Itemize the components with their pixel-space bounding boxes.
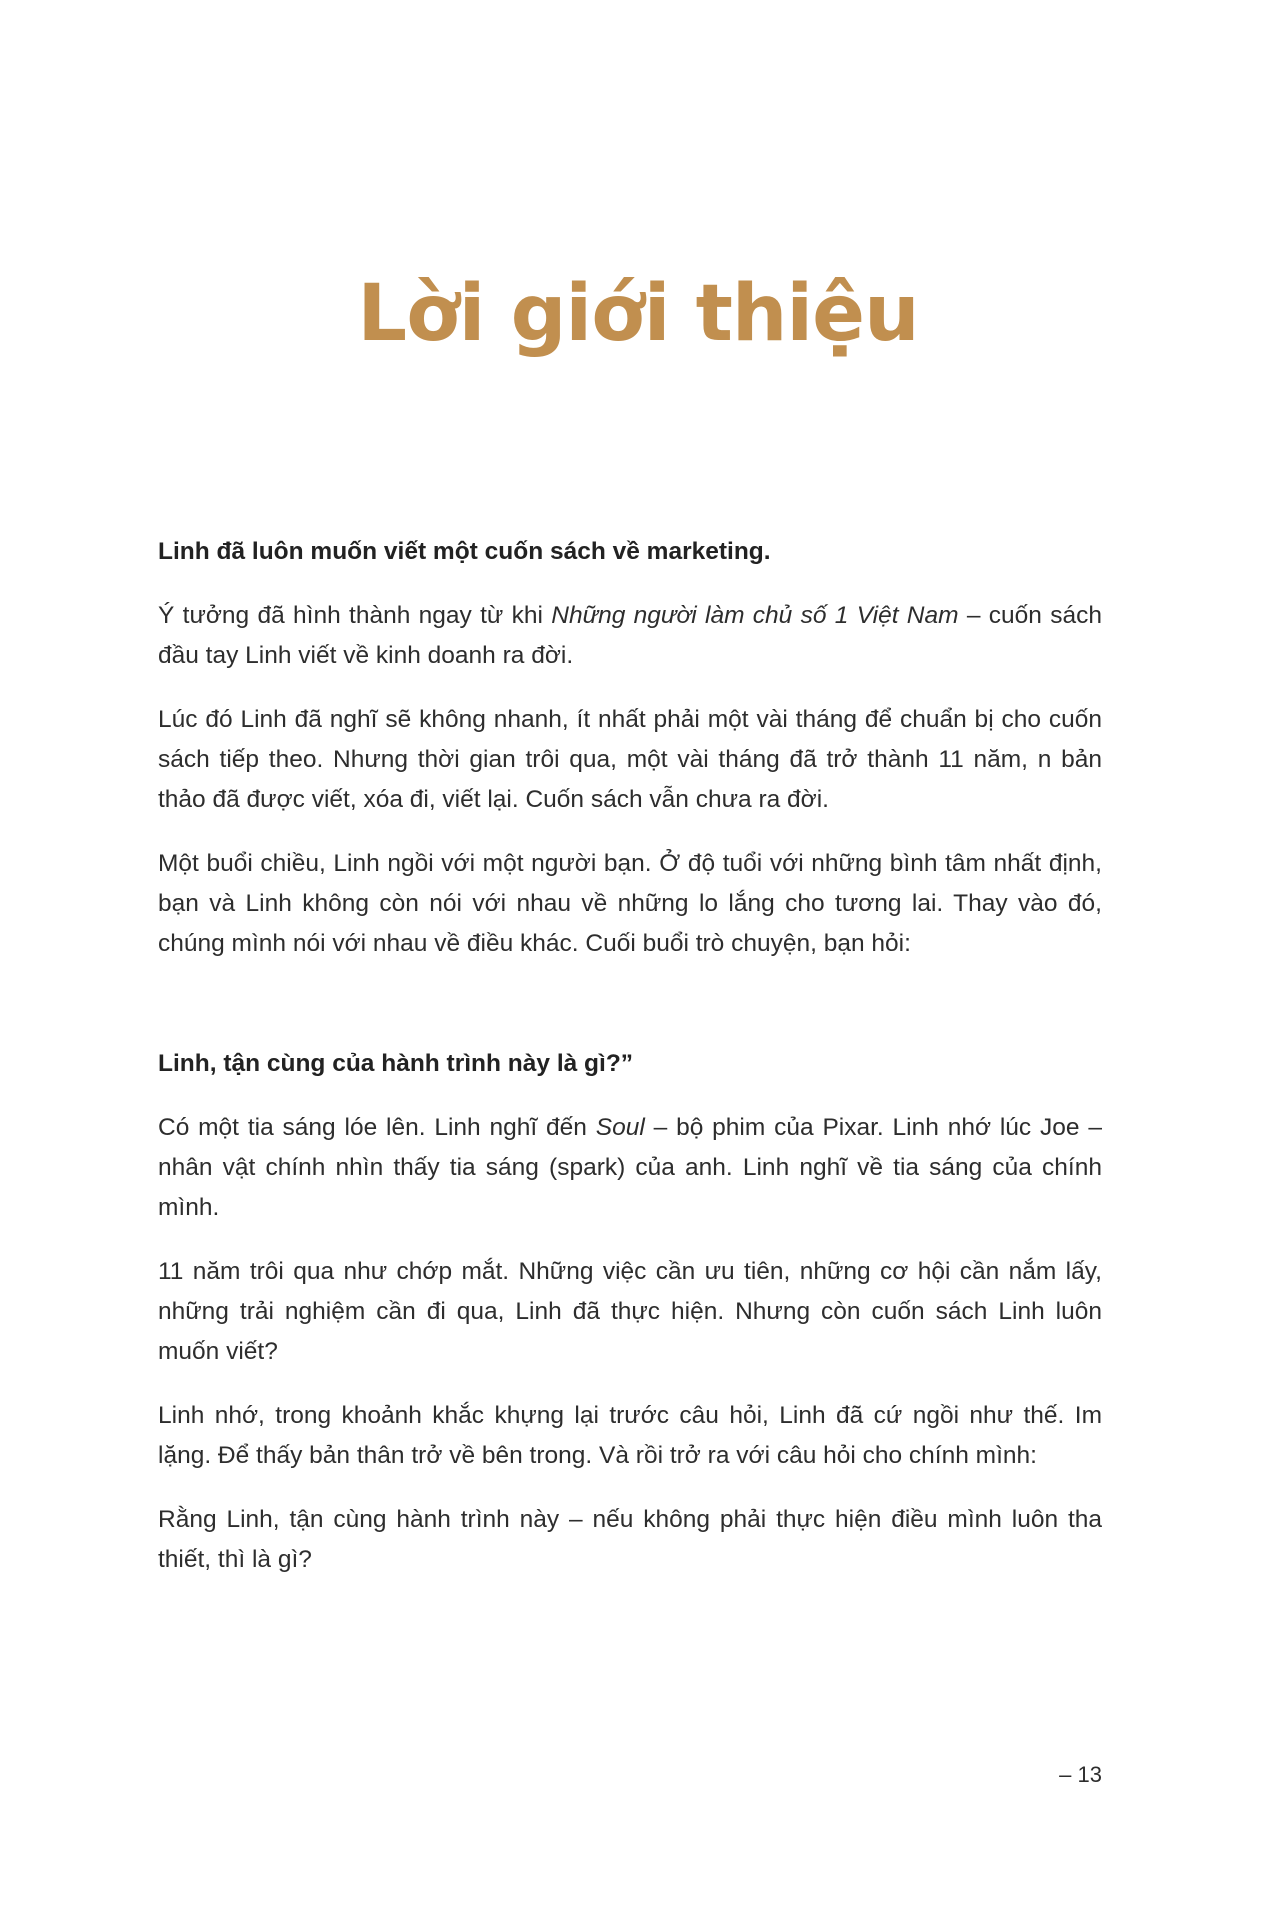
film-title-italic: Soul xyxy=(595,1114,645,1141)
paragraph-lead: Linh đã luôn muốn viết một cuốn sách về marketing. xyxy=(158,538,771,565)
paragraph-years: Lúc đó Linh đã nghĩ sẽ không nhanh, ít nhất phải một vài tháng để chuẩn bị cho cuốn sách tiếp theo. Nhưng thời gian trôi qua, một vài tháng đã trở thành 11 năm, n bản thảo đã được viết, xóa đi, viết lại. Cuốn sách vẫn chưa ra đời. xyxy=(158,706,1102,813)
paragraph-spark xyxy=(158,1108,1102,1228)
paragraph-spark-text-b: – bộ phim của Pixar. Linh nhớ lúc Joe – nhân vật chính nhìn thấy tia sáng (spark) của anh. Linh nghĩ về tia sáng của chính mình. xyxy=(158,1114,1102,1221)
paragraph-idea xyxy=(158,596,1102,676)
paragraph-afternoon: Một buổi chiều, Linh ngồi với một người bạn. Ở độ tuổi với những bình tâm nhất định, bạn và Linh không còn nói với nhau về những lo lắng cho tương lai. Thay vào đó, chúng mình nói với nhau về điều khác. Cuối buổi trò chuyện, bạn hỏi: xyxy=(158,850,1102,957)
paragraph-idea-text-b: – cuốn sách đầu tay Linh viết về kinh doanh ra đời. xyxy=(158,602,1102,669)
paragraph-spark-text-a: Có một tia sáng lóe lên. Linh nghĩ đến xyxy=(158,1114,596,1141)
paragraph-eleven-years: 11 năm trôi qua như chớp mắt. Những việc cần ưu tiên, những cơ hội cần nắm lấy, những trải nghiệm cần đi qua, Linh đã thực hiện. Nhưng còn cuốn sách Linh luôn muốn viết? xyxy=(158,1258,1102,1365)
page-number: – 13 xyxy=(1059,1762,1102,1787)
paragraph-silence: Linh nhớ, trong khoảnh khắc khựng lại trước câu hỏi, Linh đã cứ ngồi như thế. Im lặng. Để thấy bản thân trở về bên trong. Và rồi trở ra với câu hỏi cho chính mình: xyxy=(158,1402,1102,1469)
page-body xyxy=(158,532,1102,1604)
paragraph-closing: Rằng Linh, tận cùng hành trình này – nếu không phải thực hiện điều mình luôn tha thiết, thì là gì? xyxy=(158,1506,1102,1573)
book-title-italic: Những người làm chủ số 1 Việt Nam xyxy=(551,602,959,629)
paragraph-idea-text-a: Ý tưởng đã hình thành ngay từ khi xyxy=(158,602,552,629)
paragraph-question: Linh, tận cùng của hành trình này là gì?” xyxy=(158,1050,634,1077)
page-title: Lời giới thiệu xyxy=(357,269,919,360)
